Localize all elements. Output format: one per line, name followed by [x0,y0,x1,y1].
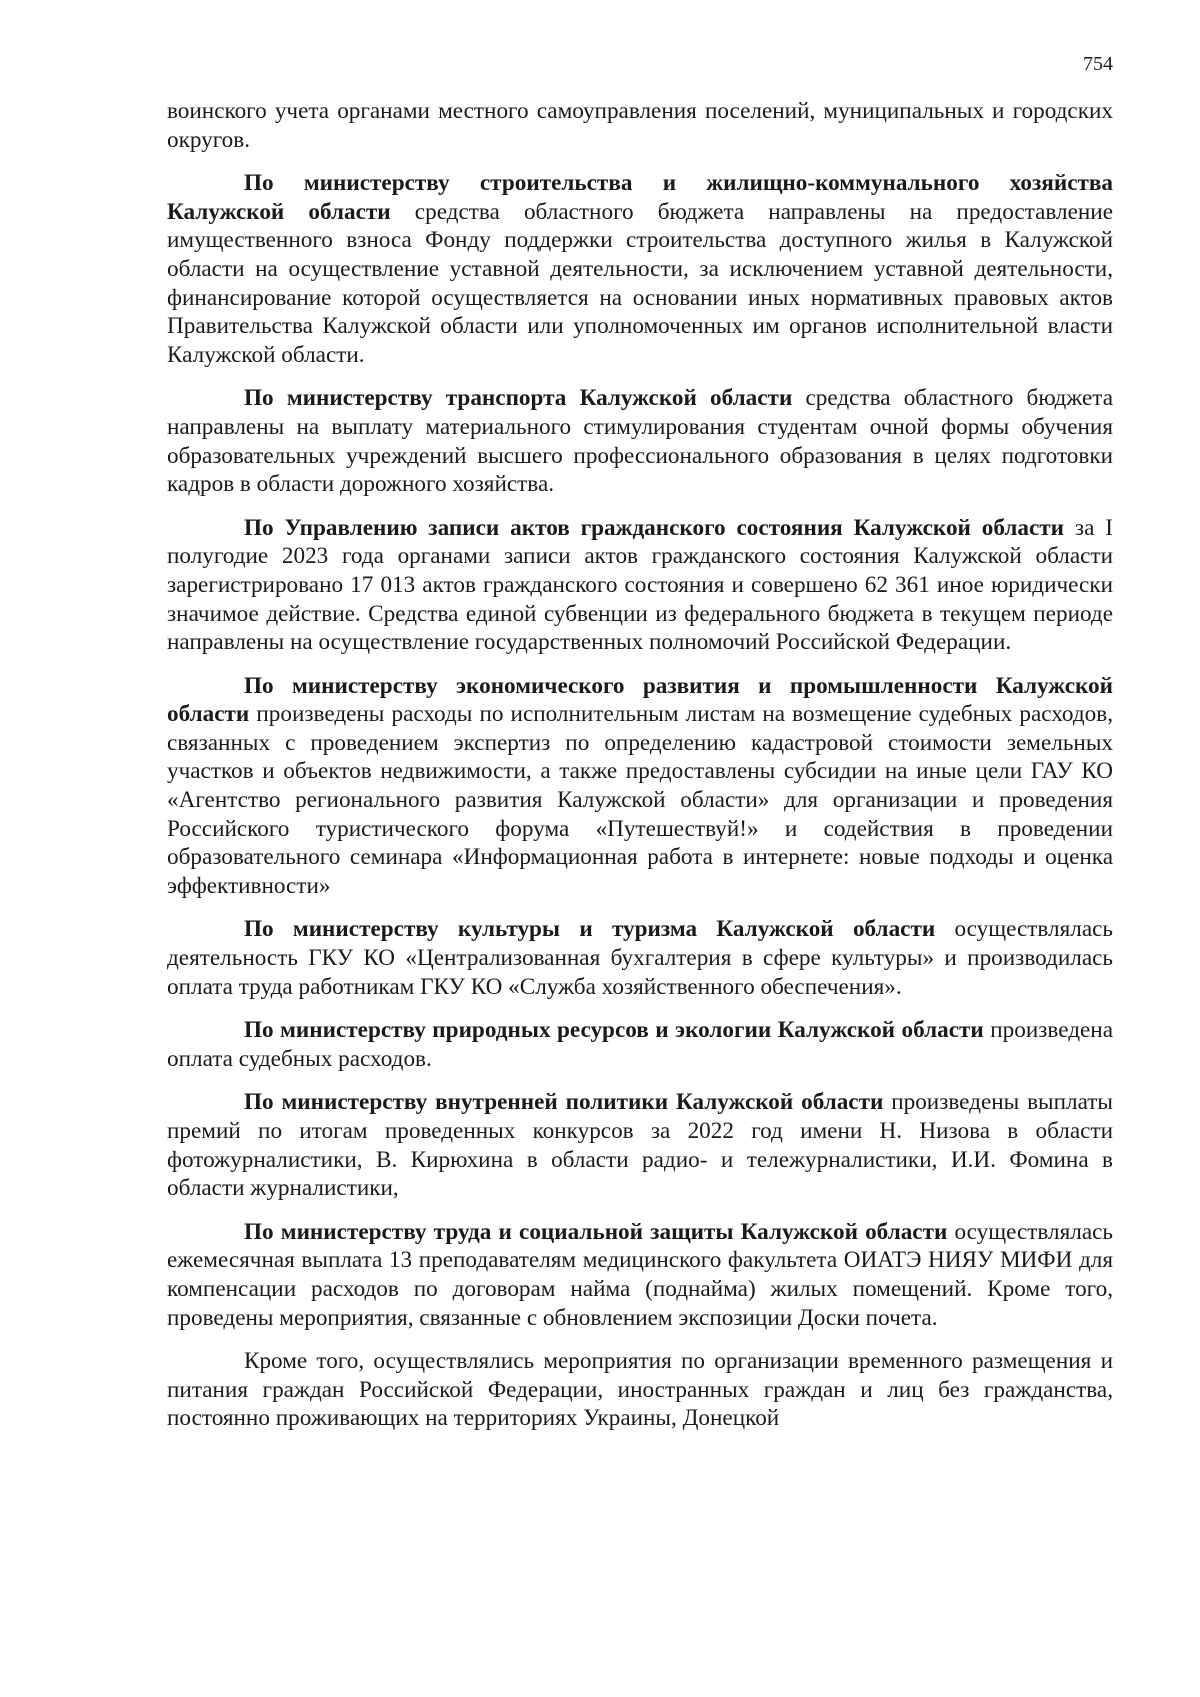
paragraph-lead: По министерству экономического развития и промышленности Калужской области [167,672,1113,728]
paragraph-lead: По министерству строительства и жилищно-коммунального хозяйства Калужской области [167,170,1113,225]
paragraph-text: произведены выплаты премий по итогам проведенных конкурсов за 2022 год имени Н. Низова в области фотожурналистики, В. Кирюхина в области радио- и тележурналистики, И.И. Фомина в области журналистики, [167,1089,1114,1202]
paragraph [167,384,1113,498]
paragraph [167,1016,1113,1073]
paragraph-text: Кроме того, осуществлялись мероприятия по организации временного размещения и питания граждан Российской Федерации, иностранных граждан и лиц без гражданства, постоянно проживающих на территориях Украины, Донецкой [167,1348,1113,1432]
page-number: 754 [1083,53,1113,75]
paragraph-lead: По министерству транспорта Калужской области [244,385,793,412]
paragraph [167,915,1113,1001]
paragraph-text: за I полугодие 2023 года органами записи актов гражданского состояния Калужской области зарегистрировано 17 013 актов гражданского состояния и совершено 62 361 иное юридически значимое действие. Средства единой субвенции из федерального бюджета в текущем периоде направлены на осуществление государственных полномочий Российской Федерации. [167,514,1113,656]
paragraph-lead: По министерству труда и социальной защиты Калужской области [244,1218,948,1245]
paragraph [167,1218,1113,1332]
paragraph [167,1088,1113,1202]
paragraph-lead: По министерству внутренней политики Калужской области [244,1089,884,1116]
paragraph [167,169,1113,369]
paragraph [167,97,1113,154]
paragraph-lead: По министерству культуры и туризма Калужской области [244,916,936,943]
paragraph-text: средства областного бюджета направлены на предоставление имущественного взноса Фонду поддержки строительства доступного жилья в Калужской области на осуществление уставной деятельности, за исключением уставной деятельности, финансирование которой осуществляется на основании иных нормативных правовых актов Правительства Калужской области или уполномоченных им органов исполнительной власти Калужской области. [167,198,1113,368]
paragraph-text: осуществлялась ежемесячная выплата 13 преподавателям медицинского факультета ОИАТЭ НИЯУ МИФИ для компенсации расходов по договорам найма (поднайма) жилых помещений. Кроме того, проведены мероприятия, связанные с обновлением экспозиции Доски почета. [167,1218,1113,1331]
paragraph-text: средства областного бюджета направлены на выплату материального стимулирования студентам очной формы обучения образовательных учреждений высшего профессионального образования в целях подготовки кадров в области дорожного хозяйства. [167,385,1113,498]
paragraph-text: произведена оплата судебных расходов. [167,1017,1113,1072]
paragraph-text: произведены расходы по исполнительным листам на возмещение судебных расходов, связанных с проведением экспертиз по определению кадастровой стоимости земельных участков и объектов недвижимости, а также предоставлены субсидии на иные цели ГАУ КО «Агентство регионального развития Калужской области» для организации и проведения Российского туристического форума «Путешествуй!» и содействия в проведении образовательного семинара «Информационная работа в интернете: новые подходы и оценка эффективности» [167,701,1113,899]
paragraph [167,1347,1113,1433]
paragraph-text: воинского учета органами местного самоуправления поселений, муниципальных и городских округов. [167,98,1113,153]
paragraph [167,514,1113,657]
paragraph-lead: По министерству природных ресурсов и экологии Калужской области [244,1017,984,1044]
document-body [167,97,1113,1448]
paragraph [167,672,1113,901]
paragraph-lead: По Управлению записи актов гражданского состояния Калужской области [244,514,1065,541]
paragraph-text: осуществлялась деятельность ГКУ КО «Централизованная бухгалтерия в сфере культуры» и производилась оплата труда работникам ГКУ КО «Служба хозяйственного обеспечения». [167,916,1113,1000]
